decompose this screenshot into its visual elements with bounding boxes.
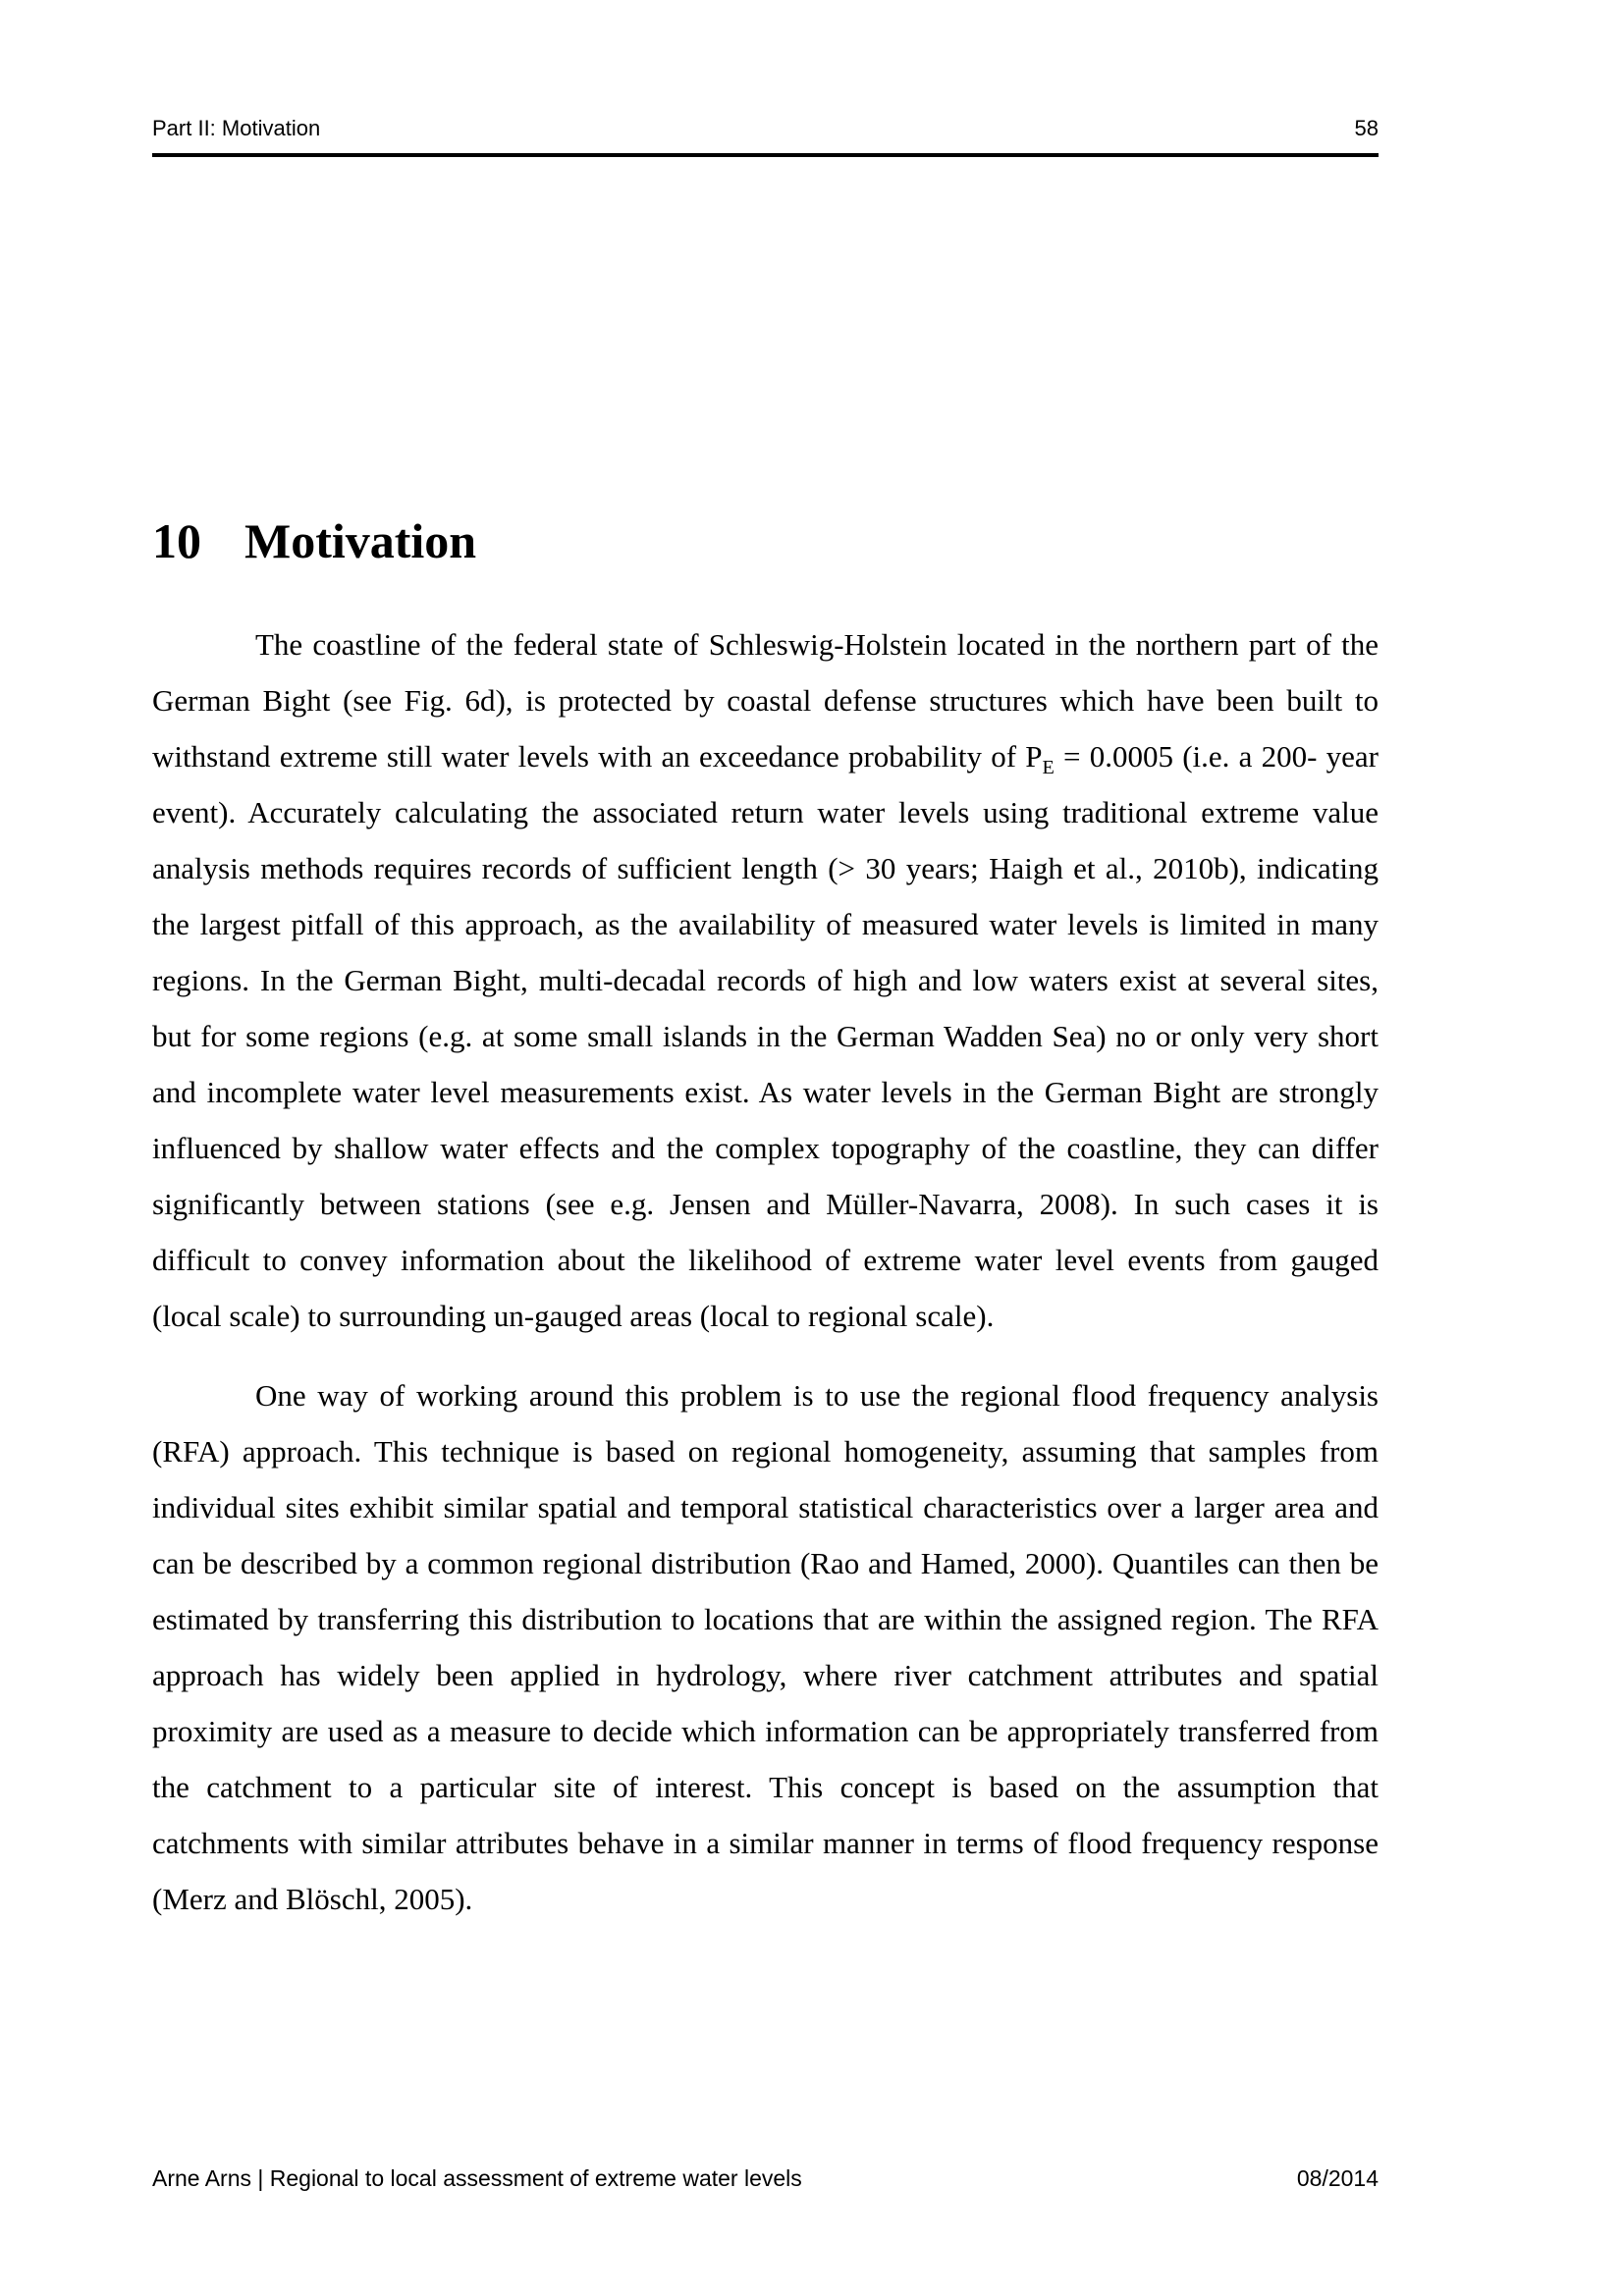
footer-author-title: Arne Arns | Regional to local assessment of extreme water levels [152, 2165, 802, 2191]
chapter-number: 10 [152, 513, 201, 568]
header-section-label: Part II: Motivation [152, 116, 321, 140]
footer-date: 08/2014 [1296, 2165, 1379, 2191]
chapter-title: Motivation [244, 513, 477, 568]
running-header [152, 117, 1379, 140]
body-text [152, 616, 1379, 1927]
running-footer [152, 2165, 1379, 2191]
paragraph-1-text-after-subscript: = 0.0005 (i.e. a 200- year event). Accurately calculating the associated return water levels using traditional extreme value analysis methods requires records of sufficient length (> 30 years; Haigh et al., 2010b), indicating the largest pitfall of this approach, as the availability of measured water levels is limited in many regions. In the German Bight, multi-decadal records of high and low waters exist at several sites, but for some regions (e.g. at some small islands in the German Wadden Sea) no or only very short and incomplete water level measurements exist. As water levels in the German Bight are strongly influenced by shallow water effects and the complex topography of the coastline, they can differ significantly between stations (see e.g. Jensen and Müller-Navarra, 2008). In such cases it is difficult to convey information about the likelihood of extreme water level events from gauged (local scale) to surrounding un-gauged areas (local to regional scale). [152, 739, 1379, 1333]
paragraph-2: One way of working around this problem is to use the regional flood frequency analysis (RFA) approach. This technique is based on regional homogeneity, assuming that samples from individual sites exhibit similar spatial and temporal statistical characteristics over a larger area and can be described by a common regional distribution (Rao and Hamed, 2000). Quantiles can then be estimated by transferring this distribution to locations that are within the assigned region. The RFA approach has widely been applied in hydrology, where river catchment attributes and spatial proximity are used as a measure to decide which information can be appropriately transferred from the catchment to a particular site of interest. This concept is based on the assumption that catchments with similar attributes behave in a similar manner in terms of flood frequency response (Merz and Blöschl, 2005). [152, 1378, 1379, 1916]
header-rule [152, 153, 1379, 157]
probability-subscript: E [1042, 757, 1055, 779]
paragraph-1 [152, 616, 1379, 1344]
chapter-heading [152, 512, 1379, 569]
header-page-number: 58 [1354, 116, 1379, 140]
paragraph-1-text-before-subscript: The coastline of the federal state of Schleswig-Holstein located in the northern part of the German Bight (see Fig. 6d), is protected by coastal defense structures which have been built to withstand extreme still water levels with an exceedance probability of P [152, 627, 1379, 774]
